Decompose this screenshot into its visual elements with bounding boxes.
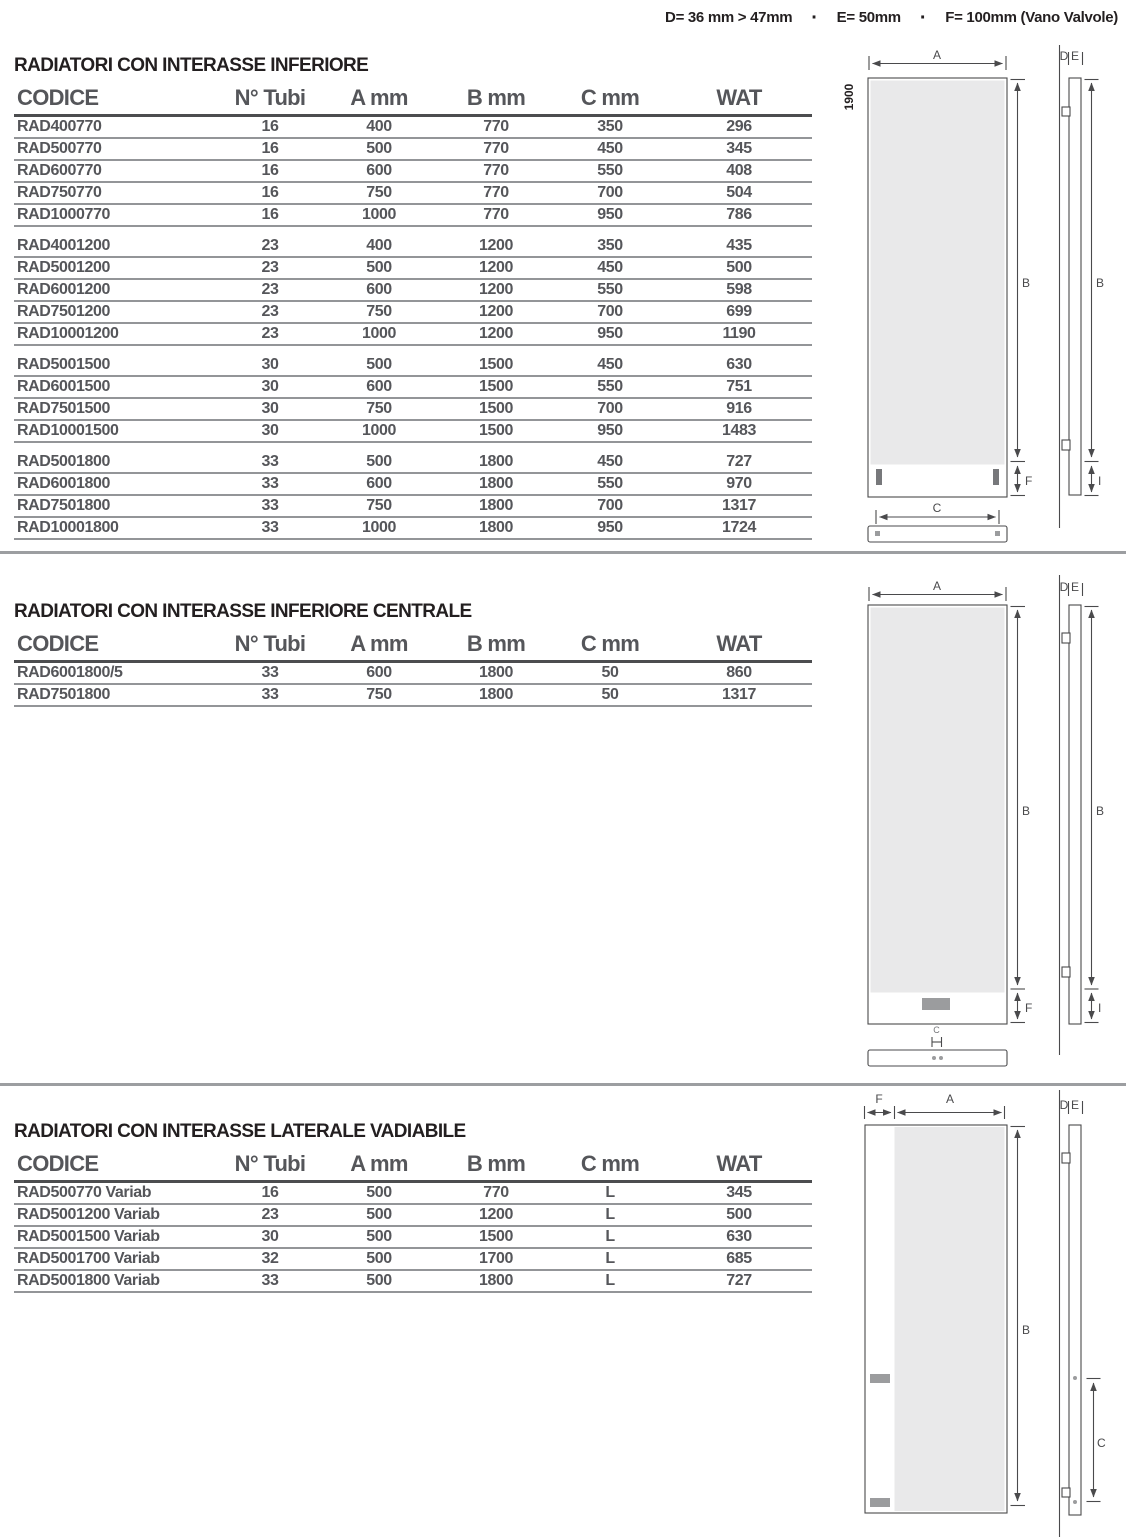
value-cell: L: [554, 1270, 666, 1292]
side-connector-dot: [1073, 1376, 1077, 1380]
legend-separator-dot: ·: [919, 6, 927, 29]
value-cell: 16: [220, 204, 320, 226]
codice-cell: RAD1000770: [14, 204, 220, 226]
legend-d-spec: D= 36 mm > 47mm: [665, 9, 793, 26]
codice-cell: RAD600770: [14, 160, 220, 182]
value-cell: 1200: [438, 301, 554, 323]
value-cell: 770: [438, 160, 554, 182]
dim-label-a: A: [945, 1092, 955, 1106]
dim-label-i: I: [1098, 1001, 1102, 1015]
spec-row: [14, 517, 812, 539]
dim-label-d: D: [1059, 49, 1069, 63]
value-cell: 1800: [438, 1270, 554, 1292]
spec-row: [14, 323, 812, 345]
codice-cell: RAD500770: [14, 138, 220, 160]
spec-row: [14, 684, 812, 706]
column-header: CODICE: [14, 628, 220, 662]
dim-label-d: D: [1059, 580, 1069, 594]
header-row: [14, 82, 812, 116]
value-cell: 1800: [438, 662, 554, 685]
value-cell: 770: [438, 182, 554, 204]
column-header: C mm: [554, 82, 666, 116]
dim-label-b: B: [1022, 804, 1031, 818]
value-cell: L: [554, 1248, 666, 1270]
value-cell: 600: [320, 473, 438, 495]
spec-row: [14, 138, 812, 160]
spec-table-interasse-laterale-variabile: [14, 1148, 812, 1293]
value-cell: 1000: [320, 517, 438, 539]
spec-row: [14, 279, 812, 301]
radiator-side-profile: [1069, 605, 1081, 1024]
section-interasse-laterale-variabile: [14, 1122, 812, 1293]
column-header: WAT: [666, 628, 812, 662]
dimension-legend: [480, 6, 1118, 29]
dim-label-b: B: [1022, 276, 1031, 290]
value-cell: 400: [320, 116, 438, 139]
codice-cell: RAD10001200: [14, 323, 220, 345]
value-cell: 500: [320, 1204, 438, 1226]
value-cell: 30: [220, 376, 320, 398]
dim-label-a: A: [932, 48, 942, 62]
value-cell: 345: [666, 1182, 812, 1205]
value-cell: 1000: [320, 323, 438, 345]
value-cell: 770: [438, 1182, 554, 1205]
dim-label-f: F: [875, 1092, 883, 1106]
column-header: A mm: [320, 1148, 438, 1182]
spec-row: [14, 345, 812, 376]
value-cell: 32: [220, 1248, 320, 1270]
value-cell: 770: [438, 138, 554, 160]
right-connector: [993, 469, 999, 485]
value-cell: 23: [220, 257, 320, 279]
value-cell: 600: [320, 160, 438, 182]
value-cell: 16: [220, 182, 320, 204]
spec-table-interasse-inferiore-centrale: [14, 628, 812, 707]
column-header: B mm: [438, 82, 554, 116]
dim-label-a: A: [932, 579, 942, 593]
value-cell: 16: [220, 138, 320, 160]
value-cell: 750: [320, 398, 438, 420]
value-cell: 1724: [666, 517, 812, 539]
side-view: [1060, 1090, 1107, 1537]
spec-row: [14, 1204, 812, 1226]
value-cell: 500: [320, 1182, 438, 1205]
value-cell: 16: [220, 160, 320, 182]
value-cell: 786: [666, 204, 812, 226]
value-cell: 699: [666, 301, 812, 323]
dim-label-c: C: [932, 501, 942, 515]
value-cell: 23: [220, 1204, 320, 1226]
value-cell: 1500: [438, 1226, 554, 1248]
spec-row: [14, 204, 812, 226]
value-cell: 750: [320, 301, 438, 323]
legend-separator-dot: ·: [811, 6, 818, 29]
codice-cell: RAD750770: [14, 182, 220, 204]
codice-cell: RAD5001800 Variab: [14, 1270, 220, 1292]
value-cell: 950: [554, 517, 666, 539]
value-cell: 750: [320, 182, 438, 204]
value-cell: 33: [220, 684, 320, 706]
value-cell: 50: [554, 684, 666, 706]
codice-cell: RAD5001200 Variab: [14, 1204, 220, 1226]
side-view: [1060, 45, 1105, 528]
value-cell: 600: [320, 376, 438, 398]
diagram-interasse-inferiore: [835, 40, 1125, 552]
side-view: [1060, 575, 1105, 1055]
value-cell: 23: [220, 226, 320, 257]
strip-connector: [875, 531, 880, 536]
value-cell: 700: [554, 398, 666, 420]
value-cell: 727: [666, 442, 812, 473]
codice-cell: RAD7501500: [14, 398, 220, 420]
value-cell: 16: [220, 1182, 320, 1205]
value-cell: 500: [320, 138, 438, 160]
value-cell: 350: [554, 226, 666, 257]
codice-cell: RAD7501200: [14, 301, 220, 323]
value-cell: 1200: [438, 279, 554, 301]
legend-f-spec: F= 100mm (Vano Valvole): [945, 9, 1118, 26]
codice-cell: RAD5001700 Variab: [14, 1248, 220, 1270]
wall-bracket: [1062, 107, 1070, 116]
radiator-panel: [895, 1127, 1005, 1511]
codice-cell: RAD10001800: [14, 517, 220, 539]
radiator-panel: [871, 81, 1005, 465]
column-header: C mm: [554, 1148, 666, 1182]
value-cell: 500: [320, 257, 438, 279]
codice-cell: RAD5001500: [14, 345, 220, 376]
value-cell: 1000: [320, 204, 438, 226]
value-cell: 727: [666, 1270, 812, 1292]
value-cell: 400: [320, 226, 438, 257]
value-cell: 916: [666, 398, 812, 420]
value-cell: 860: [666, 662, 812, 685]
column-header: N° Tubi: [220, 82, 320, 116]
section-interasse-inferiore-centrale: [14, 602, 812, 707]
codice-cell: RAD5001500 Variab: [14, 1226, 220, 1248]
value-cell: 1483: [666, 420, 812, 442]
front-view: [868, 579, 1032, 1066]
value-cell: 600: [320, 662, 438, 685]
dim-label-d: D: [1059, 1098, 1069, 1112]
left-connector: [876, 469, 882, 485]
dim-label-e: E: [1070, 1098, 1080, 1112]
value-cell: 1700: [438, 1248, 554, 1270]
value-cell: 30: [220, 420, 320, 442]
value-cell: 1500: [438, 376, 554, 398]
codice-cell: RAD6001200: [14, 279, 220, 301]
value-cell: 1800: [438, 473, 554, 495]
value-cell: 435: [666, 226, 812, 257]
value-cell: 500: [666, 257, 812, 279]
codice-cell: RAD4001200: [14, 226, 220, 257]
value-cell: 1190: [666, 323, 812, 345]
strip-connector: [995, 531, 1000, 536]
value-cell: 33: [220, 473, 320, 495]
value-cell: 1200: [438, 226, 554, 257]
spec-row: [14, 495, 812, 517]
spec-row: [14, 1270, 812, 1292]
column-header: N° Tubi: [220, 1148, 320, 1182]
value-cell: 450: [554, 442, 666, 473]
value-cell: 500: [320, 1226, 438, 1248]
front-view: [842, 48, 1032, 542]
dim-label-c-small: C: [933, 1025, 940, 1035]
value-cell: 1200: [438, 1204, 554, 1226]
codice-cell: RAD500770 Variab: [14, 1182, 220, 1205]
dim-label-b: B: [1096, 276, 1105, 290]
column-header: B mm: [438, 628, 554, 662]
codice-cell: RAD7501800: [14, 684, 220, 706]
spec-row: [14, 398, 812, 420]
value-cell: 33: [220, 662, 320, 685]
value-cell: 700: [554, 182, 666, 204]
value-cell: 296: [666, 116, 812, 139]
value-cell: 30: [220, 1226, 320, 1248]
value-cell: 23: [220, 279, 320, 301]
section-title: RADIATORI CON INTERASSE INFERIORE CENTRALE: [14, 601, 472, 622]
value-cell: 630: [666, 345, 812, 376]
legend-e-spec: E= 50mm: [836, 9, 901, 26]
spec-row: [14, 1182, 812, 1205]
value-cell: 1500: [438, 345, 554, 376]
spec-table-interasse-inferiore: [14, 82, 812, 540]
spec-row: [14, 301, 812, 323]
column-header: CODICE: [14, 1148, 220, 1182]
value-cell: 1000: [320, 420, 438, 442]
spec-row: [14, 473, 812, 495]
section-title: RADIATORI CON INTERASSE INFERIORE: [14, 55, 369, 76]
column-header: N° Tubi: [220, 628, 320, 662]
value-cell: 33: [220, 495, 320, 517]
codice-cell: RAD6001500: [14, 376, 220, 398]
value-cell: 500: [320, 1248, 438, 1270]
column-header: C mm: [554, 628, 666, 662]
spec-row: [14, 1226, 812, 1248]
radiator-side-profile: [1069, 1125, 1081, 1515]
value-cell: 1800: [438, 684, 554, 706]
dim-label-b: B: [1022, 1323, 1031, 1337]
value-cell: 550: [554, 376, 666, 398]
value-cell: 1500: [438, 398, 554, 420]
codice-cell: RAD6001800/5: [14, 662, 220, 685]
value-cell: 1200: [438, 257, 554, 279]
central-connector: [922, 998, 950, 1010]
lateral-connector-top: [870, 1374, 890, 1383]
spec-row: [14, 160, 812, 182]
spec-row: [14, 442, 812, 473]
value-cell: 630: [666, 1226, 812, 1248]
value-cell: 33: [220, 1270, 320, 1292]
codice-cell: RAD5001800: [14, 442, 220, 473]
dim-label-b: B: [1096, 804, 1105, 818]
value-cell: 950: [554, 420, 666, 442]
value-cell: 685: [666, 1248, 812, 1270]
value-cell: 16: [220, 116, 320, 139]
diagram-interasse-laterale-variabile: [835, 1090, 1125, 1538]
value-cell: 500: [320, 442, 438, 473]
wall-bracket: [1062, 967, 1070, 977]
header-row: [14, 1148, 812, 1182]
value-cell: 700: [554, 495, 666, 517]
value-cell: L: [554, 1226, 666, 1248]
spec-row: [14, 420, 812, 442]
value-cell: 600: [320, 279, 438, 301]
codice-cell: RAD5001200: [14, 257, 220, 279]
value-cell: L: [554, 1182, 666, 1205]
value-cell: 1800: [438, 495, 554, 517]
dim-label-f: F: [1025, 1001, 1033, 1015]
section-divider: [0, 1083, 1126, 1086]
spec-row: [14, 116, 812, 139]
value-cell: 750: [320, 495, 438, 517]
strip-connector: [932, 1056, 936, 1060]
column-header: B mm: [438, 1148, 554, 1182]
dim-label-i: I: [1098, 474, 1102, 488]
value-cell: 1800: [438, 442, 554, 473]
value-cell: 450: [554, 138, 666, 160]
value-cell: 770: [438, 204, 554, 226]
codice-cell: RAD6001800: [14, 473, 220, 495]
value-cell: 1317: [666, 684, 812, 706]
spec-row: [14, 1248, 812, 1270]
value-cell: 1317: [666, 495, 812, 517]
value-cell: 950: [554, 204, 666, 226]
value-cell: 30: [220, 398, 320, 420]
column-header: A mm: [320, 628, 438, 662]
value-cell: 500: [320, 1270, 438, 1292]
strip-connector: [939, 1056, 943, 1060]
codice-cell: RAD7501800: [14, 495, 220, 517]
value-cell: 50: [554, 662, 666, 685]
bottom-view-strip: [868, 1050, 1007, 1066]
value-cell: 345: [666, 138, 812, 160]
section-title: RADIATORI CON INTERASSE LATERALE VADIABILE: [14, 1121, 466, 1142]
value-cell: 350: [554, 116, 666, 139]
wall-bracket: [1062, 633, 1070, 643]
spec-row: [14, 662, 812, 685]
diagram-interasse-inferiore-centrale: [835, 575, 1125, 1075]
value-cell: 504: [666, 182, 812, 204]
section-interasse-inferiore: [14, 56, 812, 540]
total-height-label: 1900: [842, 83, 856, 111]
value-cell: 23: [220, 323, 320, 345]
column-header: CODICE: [14, 82, 220, 116]
side-connector-dot: [1073, 1500, 1077, 1504]
spec-row: [14, 257, 812, 279]
front-view: [865, 1092, 1031, 1513]
wall-bracket: [1062, 1488, 1070, 1497]
value-cell: 550: [554, 279, 666, 301]
dim-label-c: C: [1097, 1436, 1106, 1450]
header-row: [14, 628, 812, 662]
dim-label-f: F: [1025, 474, 1033, 488]
spec-row: [14, 182, 812, 204]
column-header: WAT: [666, 1148, 812, 1182]
value-cell: 750: [320, 684, 438, 706]
wall-bracket: [1062, 440, 1070, 450]
value-cell: 550: [554, 160, 666, 182]
value-cell: 770: [438, 116, 554, 139]
bottom-view-strip: [868, 526, 1007, 542]
value-cell: 950: [554, 323, 666, 345]
value-cell: 23: [220, 301, 320, 323]
codice-cell: RAD10001500: [14, 420, 220, 442]
value-cell: 450: [554, 345, 666, 376]
radiator-side-profile: [1069, 78, 1081, 495]
value-cell: 30: [220, 345, 320, 376]
value-cell: 500: [320, 345, 438, 376]
column-header: A mm: [320, 82, 438, 116]
value-cell: 33: [220, 517, 320, 539]
value-cell: 1500: [438, 420, 554, 442]
radiator-panel: [871, 608, 1005, 993]
value-cell: 408: [666, 160, 812, 182]
lateral-connector-bottom: [870, 1498, 890, 1507]
dim-label-e: E: [1070, 580, 1080, 594]
dim-label-e: E: [1070, 49, 1080, 63]
value-cell: 751: [666, 376, 812, 398]
value-cell: 1800: [438, 517, 554, 539]
value-cell: 1200: [438, 323, 554, 345]
value-cell: 598: [666, 279, 812, 301]
value-cell: L: [554, 1204, 666, 1226]
value-cell: 700: [554, 301, 666, 323]
wall-bracket: [1062, 1153, 1070, 1163]
spec-row: [14, 376, 812, 398]
value-cell: 450: [554, 257, 666, 279]
codice-cell: RAD400770: [14, 116, 220, 139]
column-header: WAT: [666, 82, 812, 116]
value-cell: 550: [554, 473, 666, 495]
spec-row: [14, 226, 812, 257]
value-cell: 33: [220, 442, 320, 473]
value-cell: 970: [666, 473, 812, 495]
value-cell: 500: [666, 1204, 812, 1226]
